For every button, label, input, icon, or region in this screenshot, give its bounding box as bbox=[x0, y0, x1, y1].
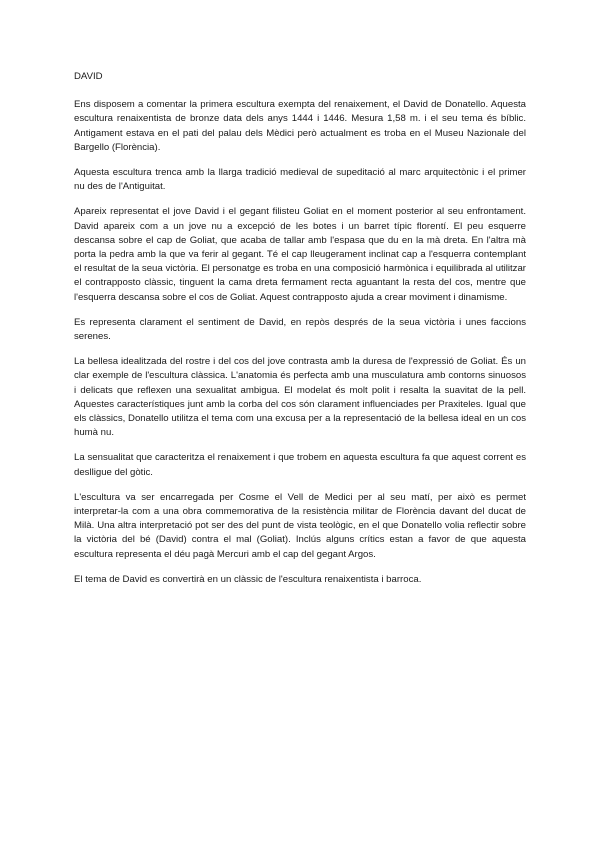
paragraph-4: Es representa clarament el sentiment de David, en repòs després de la seua victòria i unes faccions serenes. bbox=[74, 316, 526, 343]
paragraph-1: Ens disposem a comentar la primera escultura exempta del renaixement, el David de Donatello. Aquesta escultura renaixentista de bronze data dels anys 1444 i 1446. Mesura 1,58 m. i el seu tema és bíblic. Antigament estava en el pati del palau dels Mèdici però actualment es troba en el Museu Nazionale del Bargello (Florència). bbox=[74, 99, 526, 153]
document-body bbox=[74, 70, 526, 598]
paragraph-6: La sensualitat que caracteritza el renaixement i que trobem en aquesta escultura fa que aquest corrent es deslligue del gòtic. bbox=[74, 452, 526, 478]
paragraph-7: L'escultura va ser encarregada per Cosme el Vell de Medici per al seu matí, per això es permet interpretar-la com a una obra commemorativa de la resistència militar de Florència davant del ducat de Milà. Una altra interpretació pot ser des del punt de vista teològic, en el que Donatello volia reflectir sobre la victòria del bé (David) contra el mal (Goliat). Inclús alguns crítics estan a favor de que aquesta escultura representa el déu pagà Mercuri amb el cap del gegant Argos. bbox=[74, 491, 526, 560]
paragraph-5: La bellesa idealitzada del rostre i del cos del jove contrasta amb la duresa de l'expressió de Goliat. És un clar exemple de l'escultura clàssica. L'anatomia és perfecta amb una musculatura amb contorns sinuosos i delicats que reflexen una sexualitat ambigua. El modelat és molt polit i resalta la suavitat de la pell. Aquestes característiques junt amb la corba del cos són clarament influenciades per Praxiteles. Igual que els clàssics, Donatello utilitza el tema com una excusa per a la representació de la bellesa ideal en un cos humà nu. bbox=[74, 356, 526, 439]
paragraph-2: Aquesta escultura trenca amb la llarga tradició medieval de supeditació al marc arquitectònic i el primer nu des de l'Antiguitat. bbox=[74, 167, 526, 193]
document-title: DAVID bbox=[74, 71, 103, 82]
paragraph-8: El tema de David es convertirà en un clàssic de l'escultura renaixentista i barroca. bbox=[74, 573, 422, 585]
paragraph-3: Apareix representat el jove David i el gegant filisteu Goliat en el moment posterior al seu enfrontament. David apareix com a un jove nu a excepció de les botes i un barret típic florentí. El peu esquerre descansa sobre el cap de Goliat, que acaba de tallar amb l'espasa que du en la mà dreta. En l'altra mà porta la pedra amb la que va ferir al gegant. Té el cap lleugerament inclinat cap a l'esquerra contemplant el resultat de la seua victòria. El personatge es troba en una composició harmònica i equilibrada al utilitzar el contrapposto clàssic, tinguent la cama dreta fermament recta aguantant la resta del cos, mentre que l'esquerra descansa sobre el cos de Goliat. Aquest contrapposto ajuda a crear moviment i dinamisme. bbox=[74, 206, 526, 303]
